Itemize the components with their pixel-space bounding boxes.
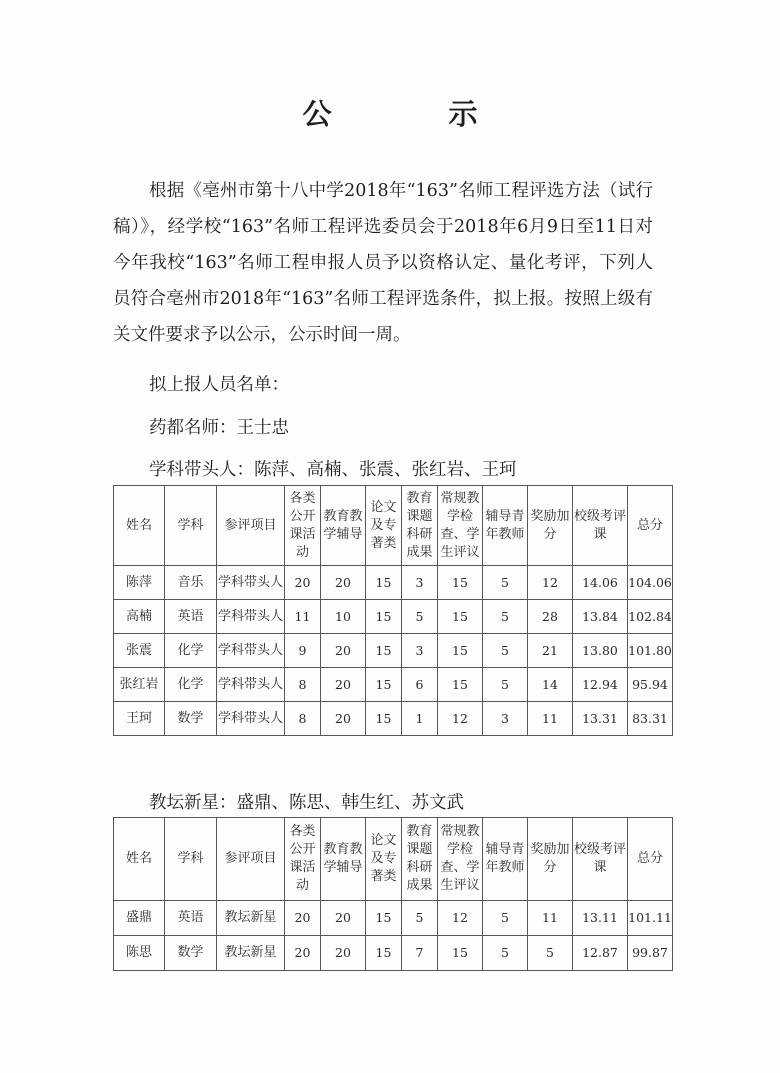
table-cell: 化学 bbox=[165, 668, 217, 702]
table-cell: 英语 bbox=[165, 600, 217, 634]
table-cell: 学科带头人 bbox=[217, 634, 285, 668]
column-header: 教育课题科研成果 bbox=[402, 486, 438, 566]
table-cell: 13.31 bbox=[573, 702, 628, 736]
table-cell: 学科带头人 bbox=[217, 702, 285, 736]
table-cell: 11 bbox=[528, 901, 573, 936]
teaching-stars-table bbox=[113, 817, 673, 971]
table-row bbox=[114, 702, 673, 736]
table-cell: 教坛新星 bbox=[217, 936, 285, 971]
name-cell: 张震 bbox=[114, 634, 165, 668]
table-cell: 20 bbox=[321, 668, 366, 702]
name-cell: 陈思 bbox=[114, 936, 165, 971]
table-cell: 15 bbox=[366, 566, 402, 600]
table-cell: 12 bbox=[438, 901, 483, 936]
table-cell: 3 bbox=[402, 566, 438, 600]
column-header: 总分 bbox=[628, 486, 673, 566]
table-cell: 5 bbox=[483, 566, 528, 600]
table-cell: 3 bbox=[483, 702, 528, 736]
table-cell: 11 bbox=[528, 702, 573, 736]
table-cell: 学科带头人 bbox=[217, 566, 285, 600]
table-cell: 14 bbox=[528, 668, 573, 702]
table-row bbox=[114, 901, 673, 936]
table-cell: 教坛新星 bbox=[217, 901, 285, 936]
column-header: 学科 bbox=[165, 486, 217, 566]
table-cell: 13.11 bbox=[573, 901, 628, 936]
table-cell: 英语 bbox=[165, 901, 217, 936]
section-heading-subject-leaders: 学科带头人：陈萍、高楠、张震、张红岩、王珂 bbox=[149, 460, 517, 480]
table-cell: 学科带头人 bbox=[217, 668, 285, 702]
column-header: 辅导青年教师 bbox=[483, 486, 528, 566]
table-cell: 95.94 bbox=[628, 668, 673, 702]
table-cell: 20 bbox=[285, 936, 321, 971]
table-cell: 10 bbox=[321, 600, 366, 634]
column-header: 各类公开课活动 bbox=[285, 486, 321, 566]
table-cell: 6 bbox=[402, 668, 438, 702]
column-header: 论文及专著类 bbox=[366, 486, 402, 566]
table-cell: 5 bbox=[483, 634, 528, 668]
column-header: 学科 bbox=[165, 818, 217, 901]
column-header: 奖励加分 bbox=[528, 486, 573, 566]
table-cell: 20 bbox=[321, 901, 366, 936]
table-row bbox=[114, 634, 673, 668]
table-cell: 104.06 bbox=[628, 566, 673, 600]
column-header: 常规教学检查、学生评议 bbox=[438, 818, 483, 901]
table-cell: 5 bbox=[483, 668, 528, 702]
table-row bbox=[114, 936, 673, 971]
table-cell: 15 bbox=[366, 702, 402, 736]
table-row bbox=[114, 600, 673, 634]
section-heading-teaching-stars: 教坛新星：盛鼎、陈思、韩生红、苏文武 bbox=[149, 793, 464, 813]
table-cell: 5 bbox=[483, 901, 528, 936]
column-header: 教育课题科研成果 bbox=[402, 818, 438, 901]
table-cell: 12.87 bbox=[573, 936, 628, 971]
table-cell: 11 bbox=[285, 600, 321, 634]
table-cell: 1 bbox=[402, 702, 438, 736]
table-row bbox=[114, 668, 673, 702]
nominee-intro: 拟上报人员名单： bbox=[149, 375, 289, 395]
table-cell: 14.06 bbox=[573, 566, 628, 600]
column-header: 常规教学检查、学生评议 bbox=[438, 486, 483, 566]
table-cell: 5 bbox=[483, 600, 528, 634]
table-cell: 学科带头人 bbox=[217, 600, 285, 634]
table-cell: 20 bbox=[321, 702, 366, 736]
column-header: 姓名 bbox=[114, 486, 165, 566]
table-cell: 12.94 bbox=[573, 668, 628, 702]
table-cell: 13.80 bbox=[573, 634, 628, 668]
table-cell: 15 bbox=[366, 901, 402, 936]
table-cell: 15 bbox=[438, 668, 483, 702]
table-header-row bbox=[114, 818, 673, 901]
column-header: 总分 bbox=[628, 818, 673, 901]
table-cell: 15 bbox=[366, 634, 402, 668]
name-cell: 高楠 bbox=[114, 600, 165, 634]
table-cell: 数学 bbox=[165, 936, 217, 971]
table-cell: 20 bbox=[321, 936, 366, 971]
table-cell: 15 bbox=[438, 936, 483, 971]
table-cell: 音乐 bbox=[165, 566, 217, 600]
column-header: 校级考评课 bbox=[573, 486, 628, 566]
column-header: 校级考评课 bbox=[573, 818, 628, 901]
announcement-paragraph: 根据《亳州市第十八中学2018年“163”名师工程评选方法（试行稿）》，经学校“163”名师工程评选委员会于2018年6月9日至11日对今年我校“163”名师工程申报人员予以资格认定、量化考评，下列人员符合亳州市2018年“163”名师工程评选条件，拟上报。按照上级有关文件要求予以公示，公示时间一周。 bbox=[113, 181, 653, 345]
table-cell: 12 bbox=[528, 566, 573, 600]
column-header: 教育教学辅导 bbox=[321, 486, 366, 566]
name-cell: 盛鼎 bbox=[114, 901, 165, 936]
table-cell: 5 bbox=[402, 901, 438, 936]
subject-leaders-table bbox=[113, 485, 673, 736]
page-title: 公 示 bbox=[302, 97, 522, 131]
table-cell: 化学 bbox=[165, 634, 217, 668]
table-cell: 15 bbox=[438, 634, 483, 668]
table-cell: 8 bbox=[285, 668, 321, 702]
table-cell: 15 bbox=[366, 936, 402, 971]
table-cell: 20 bbox=[321, 566, 366, 600]
table-cell: 99.87 bbox=[628, 936, 673, 971]
column-header: 参评项目 bbox=[217, 486, 285, 566]
column-header: 论文及专著类 bbox=[366, 818, 402, 901]
table-cell: 7 bbox=[402, 936, 438, 971]
table-cell: 13.84 bbox=[573, 600, 628, 634]
table-cell: 15 bbox=[366, 600, 402, 634]
name-cell: 张红岩 bbox=[114, 668, 165, 702]
name-cell: 陈萍 bbox=[114, 566, 165, 600]
table-cell: 102.84 bbox=[628, 600, 673, 634]
table-cell: 15 bbox=[366, 668, 402, 702]
table-cell: 83.31 bbox=[628, 702, 673, 736]
table-cell: 101.80 bbox=[628, 634, 673, 668]
column-header: 参评项目 bbox=[217, 818, 285, 901]
column-header: 奖励加分 bbox=[528, 818, 573, 901]
table-cell: 21 bbox=[528, 634, 573, 668]
table-cell: 15 bbox=[438, 566, 483, 600]
table-row bbox=[114, 566, 673, 600]
table-cell: 9 bbox=[285, 634, 321, 668]
name-cell: 王珂 bbox=[114, 702, 165, 736]
table-cell: 数学 bbox=[165, 702, 217, 736]
table-header-row bbox=[114, 486, 673, 566]
table-cell: 12 bbox=[438, 702, 483, 736]
famous-teacher-line: 药都名师：王士忠 bbox=[149, 418, 289, 438]
table-cell: 28 bbox=[528, 600, 573, 634]
table-cell: 20 bbox=[285, 901, 321, 936]
table-cell: 101.11 bbox=[628, 901, 673, 936]
table-cell: 20 bbox=[321, 634, 366, 668]
table-cell: 8 bbox=[285, 702, 321, 736]
table-cell: 5 bbox=[483, 936, 528, 971]
column-header: 姓名 bbox=[114, 818, 165, 901]
table-cell: 20 bbox=[285, 566, 321, 600]
table-cell: 15 bbox=[438, 600, 483, 634]
table-cell: 5 bbox=[528, 936, 573, 971]
table-cell: 5 bbox=[402, 600, 438, 634]
column-header: 辅导青年教师 bbox=[483, 818, 528, 901]
column-header: 教育教学辅导 bbox=[321, 818, 366, 901]
table-cell: 3 bbox=[402, 634, 438, 668]
column-header: 各类公开课活动 bbox=[285, 818, 321, 901]
